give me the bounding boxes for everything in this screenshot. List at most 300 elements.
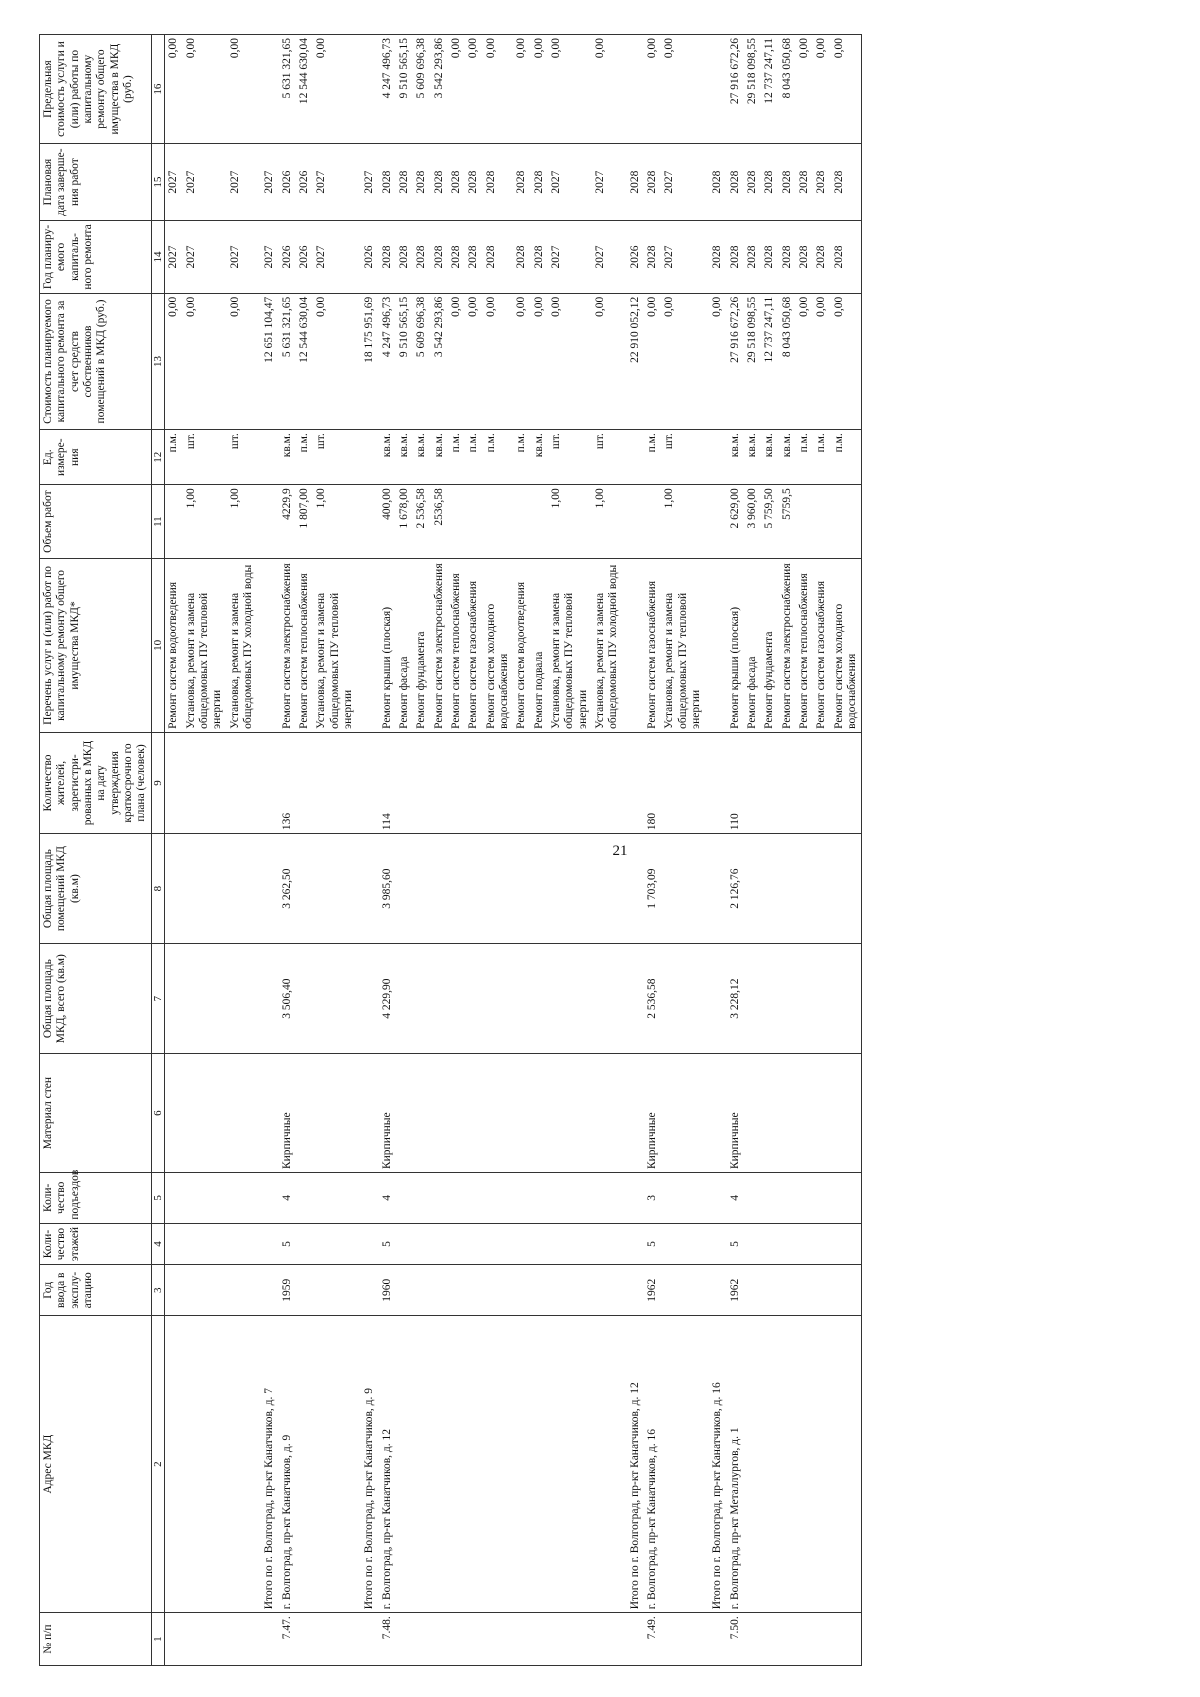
work-type-cell: Ремонт систем холодного водоснабжения [831,558,862,732]
address-cell [483,1316,514,1613]
cost-cell: 0,00 [548,293,592,429]
empty-cell [257,1223,278,1265]
cost-cell: 4 247 496,73 [379,293,396,429]
built-year-cell [531,1265,548,1316]
column-number-16: 16 [151,35,165,144]
address-cell [227,1316,258,1613]
page-number: 21 [612,843,628,859]
column-number-15: 15 [151,144,165,221]
column-header-15: Плановая дата заверше-ния работ [40,144,152,221]
residents-cell [227,732,258,833]
max-cost-cell [257,35,278,144]
unit-cell: кв.м. [779,430,796,485]
built-year-cell: 1959 [279,1265,296,1316]
empty-cell [623,944,644,1054]
built-year-cell [761,1265,778,1316]
entrances-cell [448,1173,465,1224]
end-date-cell: 2027 [165,144,183,221]
row-index-cell [257,1613,278,1666]
unit-cell: п.м. [796,430,813,485]
unit-cell: кв.м. [761,430,778,485]
repair-year-cell: 2026 [623,221,644,294]
wall-material-cell: Кирпичные [379,1054,396,1173]
residents-cell [661,732,705,833]
cost-cell: 29 518 098,55 [744,293,761,429]
house-row [727,35,744,1666]
cost-cell: 27 916 672,26 [727,293,744,429]
repair-year-cell: 2028 [761,221,778,294]
built-year-cell [413,1265,430,1316]
row-index-cell [431,1613,448,1666]
repair-year-cell: 2028 [483,221,514,294]
total-area-cell [165,944,183,1054]
empty-cell [623,1223,644,1265]
end-date-cell: 2028 [396,144,413,221]
built-year-cell [592,1265,623,1316]
work-item-row [761,35,778,1666]
premises-area-cell [592,834,623,944]
address-cell [796,1316,813,1613]
floors-cell [431,1223,448,1265]
unit-cell: кв.м. [744,430,761,485]
repair-year-cell: 2028 [831,221,862,294]
empty-cell [623,1173,644,1224]
max-cost-cell: 0,00 [661,35,705,144]
total-row [257,35,278,1666]
empty-cell [705,558,726,732]
residents-cell [813,732,830,833]
max-cost-cell [705,35,726,144]
total-area-cell: 4 229,90 [379,944,396,1054]
entrances-cell [413,1173,430,1224]
repair-year-cell: 2028 [531,221,548,294]
floors-cell [796,1223,813,1265]
repair-year-cell: 2027 [548,221,592,294]
empty-cell [705,1223,726,1265]
address-cell: г. Волгоград, пр-кт Металлургов, д. 1 [727,1316,744,1613]
premises-area-cell [531,834,548,944]
empty-cell [257,1173,278,1224]
wall-material-cell [465,1054,482,1173]
row-index-cell [531,1613,548,1666]
volume-cell [796,485,813,559]
premises-area-cell: 1 703,09 [644,834,661,944]
unit-cell: кв.м. [413,430,430,485]
work-item-row [592,35,623,1666]
work-type-cell: Ремонт систем теплоснабжения [448,558,465,732]
entrances-cell: 3 [644,1173,661,1224]
column-header-4: Коли-чество этажей [40,1223,152,1265]
cost-cell: 0,00 [313,293,357,429]
unit-cell: п.м. [165,430,183,485]
address-cell [813,1316,830,1613]
volume-cell: 3 960,00 [744,485,761,559]
total-area-cell [413,944,430,1054]
premises-area-cell [661,834,705,944]
unit-cell: шт. [661,430,705,485]
repair-year-cell: 2028 [744,221,761,294]
unit-cell: кв.м. [279,430,296,485]
unit-cell: п.м. [296,430,313,485]
unit-cell: шт. [227,430,258,485]
entrances-cell [513,1173,530,1224]
column-header-7: Общая площадь МКД, всего (кв.м) [40,944,152,1054]
max-cost-cell: 0,00 [165,35,183,144]
cost-cell: 18 175 951,69 [357,293,378,429]
entrances-cell [761,1173,778,1224]
entrances-cell [296,1173,313,1224]
total-area-cell [465,944,482,1054]
work-type-cell: Ремонт крыши (плоская) [727,558,744,732]
premises-area-cell [744,834,761,944]
end-date-cell: 2026 [296,144,313,221]
empty-cell [257,430,278,485]
repair-year-cell: 2028 [448,221,465,294]
total-label: Итого по г. Волгоград, пр-кт Канатчиков, д. 7 [257,1316,278,1613]
empty-cell [623,430,644,485]
empty-cell [357,1173,378,1224]
cost-cell: 0,00 [813,293,830,429]
row-index-cell: 7.50. [727,1613,744,1666]
floors-cell [761,1223,778,1265]
residents-cell [483,732,514,833]
max-cost-cell: 0,00 [644,35,661,144]
premises-area-cell [431,834,448,944]
floors-cell [296,1223,313,1265]
column-number-2: 2 [151,1316,165,1613]
empty-cell [257,1054,278,1173]
end-date-cell: 2028 [761,144,778,221]
work-item-row [183,35,227,1666]
cost-cell: 22 910 052,12 [623,293,644,429]
repair-year-cell: 2028 [465,221,482,294]
total-area-cell [661,944,705,1054]
work-type-cell: Ремонт крыши (плоская) [379,558,396,732]
total-area-cell [813,944,830,1054]
built-year-cell: 1962 [644,1265,661,1316]
volume-cell: 1,00 [313,485,357,559]
column-header-8: Общая площадь помещений МКД (кв.м) [40,834,152,944]
end-date-cell: 2028 [644,144,661,221]
unit-cell: кв.м. [531,430,548,485]
column-header-16: Предельная стоимость услуги и (или) работы по капитальному ремонту общего имущества в МКД (руб.) [40,35,152,144]
end-date-cell: 2028 [379,144,396,221]
repair-year-cell: 2026 [279,221,296,294]
work-item-row [431,35,448,1666]
wall-material-cell [448,1054,465,1173]
work-item-row [513,35,530,1666]
cost-cell: 0,00 [227,293,258,429]
floors-cell [183,1223,227,1265]
total-row [357,35,378,1666]
end-date-cell: 2028 [705,144,726,221]
total-area-cell: 3 506,40 [279,944,296,1054]
premises-area-cell [465,834,482,944]
address-cell [831,1316,862,1613]
floors-cell [227,1223,258,1265]
column-header-2: Адрес МКД [40,1316,152,1613]
work-type-cell: Установка, ремонт и замена общедомовых ПУ холодной воды [227,558,258,732]
cost-cell: 0,00 [796,293,813,429]
cost-cell: 0,00 [705,293,726,429]
volume-cell [165,485,183,559]
total-area-cell [831,944,862,1054]
floors-cell: 5 [727,1223,744,1265]
work-item-row [227,35,258,1666]
volume-cell: 1 807,00 [296,485,313,559]
max-cost-cell: 0,00 [796,35,813,144]
max-cost-cell: 4 247 496,73 [379,35,396,144]
cost-cell: 0,00 [661,293,705,429]
cost-cell: 0,00 [644,293,661,429]
premises-area-cell [779,834,796,944]
residents-cell [465,732,482,833]
repair-year-cell: 2027 [661,221,705,294]
premises-area-cell: 2 126,76 [727,834,744,944]
work-item-row [313,35,357,1666]
empty-cell [623,732,644,833]
total-row [705,35,726,1666]
empty-cell [623,1265,644,1316]
empty-cell [623,485,644,559]
empty-cell [257,558,278,732]
floors-cell [592,1223,623,1265]
cost-cell: 3 542 293,86 [431,293,448,429]
volume-cell: 5 759,50 [761,485,778,559]
total-area-cell [313,944,357,1054]
row-index-cell [483,1613,514,1666]
row-index-cell [227,1613,258,1666]
column-header-10: Перечень услуг и (или) работ по капитальному ремонту общего имущества МКД* [40,558,152,732]
entrances-cell: 4 [279,1173,296,1224]
cost-cell: 0,00 [513,293,530,429]
wall-material-cell [661,1054,705,1173]
address-cell [296,1316,313,1613]
cost-cell: 12 737 247,11 [761,293,778,429]
column-number-4: 4 [151,1223,165,1265]
address-cell [744,1316,761,1613]
end-date-cell: 2028 [796,144,813,221]
end-date-cell: 2027 [548,144,592,221]
empty-cell [357,732,378,833]
volume-cell: 2 629,00 [727,485,744,559]
entrances-cell [548,1173,592,1224]
total-area-cell [592,944,623,1054]
row-index-cell [623,1613,644,1666]
built-year-cell [813,1265,830,1316]
cost-cell: 0,00 [448,293,465,429]
repair-year-cell: 2027 [313,221,357,294]
empty-cell [705,732,726,833]
address-cell [396,1316,413,1613]
header-row [40,35,152,1666]
end-date-cell: 2028 [744,144,761,221]
volume-cell: 1,00 [548,485,592,559]
column-number-12: 12 [151,430,165,485]
work-type-cell: Ремонт систем холодного водоснабжения [483,558,514,732]
built-year-cell [465,1265,482,1316]
work-item-row [465,35,482,1666]
repair-year-cell: 2026 [296,221,313,294]
volume-cell [531,485,548,559]
end-date-cell: 2027 [592,144,623,221]
volume-cell: 2536,58 [431,485,448,559]
end-date-cell: 2028 [623,144,644,221]
volume-cell [813,485,830,559]
address-cell [548,1316,592,1613]
entrances-cell [396,1173,413,1224]
repair-year-cell: 2027 [227,221,258,294]
max-cost-cell: 29 518 098,55 [744,35,761,144]
row-index-cell [465,1613,482,1666]
max-cost-cell: 0,00 [813,35,830,144]
work-type-cell: Ремонт систем электроснабжения [279,558,296,732]
total-area-cell [396,944,413,1054]
address-cell [779,1316,796,1613]
column-number-7: 7 [151,944,165,1054]
empty-cell [357,485,378,559]
row-index-cell [165,1613,183,1666]
end-date-cell: 2028 [483,144,514,221]
wall-material-cell: Кирпичные [644,1054,661,1173]
cost-cell: 5 609 696,38 [413,293,430,429]
wall-material-cell [531,1054,548,1173]
built-year-cell [513,1265,530,1316]
max-cost-cell [623,35,644,144]
empty-cell [623,558,644,732]
volume-cell: 1,00 [592,485,623,559]
work-type-cell: Ремонт систем газоснабжения [644,558,661,732]
residents-cell [165,732,183,833]
built-year-cell [483,1265,514,1316]
max-cost-cell: 0,00 [183,35,227,144]
row-index-cell [548,1613,592,1666]
row-index-cell [513,1613,530,1666]
max-cost-cell: 0,00 [592,35,623,144]
work-type-cell: Ремонт фундамента [413,558,430,732]
work-type-cell: Ремонт фасада [396,558,413,732]
residents-cell [761,732,778,833]
row-index-cell [661,1613,705,1666]
residents-cell: 180 [644,732,661,833]
work-item-row [661,35,705,1666]
max-cost-cell: 5 609 696,38 [413,35,430,144]
empty-cell [257,944,278,1054]
unit-cell: п.м. [644,430,661,485]
floors-cell [413,1223,430,1265]
max-cost-cell: 0,00 [227,35,258,144]
premises-area-cell [227,834,258,944]
wall-material-cell [396,1054,413,1173]
work-type-cell: Ремонт фундамента [761,558,778,732]
empty-cell [357,1054,378,1173]
max-cost-cell: 5 631 321,65 [279,35,296,144]
house-row [279,35,296,1666]
cost-cell: 0,00 [831,293,862,429]
work-item-row [396,35,413,1666]
repair-year-cell: 2028 [413,221,430,294]
repair-year-cell: 2028 [513,221,530,294]
max-cost-cell: 0,00 [831,35,862,144]
residents-cell [296,732,313,833]
volume-cell [483,485,514,559]
work-item-row [296,35,313,1666]
floors-cell [513,1223,530,1265]
end-date-cell: 2028 [448,144,465,221]
total-area-cell [744,944,761,1054]
entrances-cell: 4 [379,1173,396,1224]
entrances-cell: 4 [727,1173,744,1224]
wall-material-cell [183,1054,227,1173]
repair-year-cell: 2028 [431,221,448,294]
work-type-cell: Ремонт систем водоотведения [513,558,530,732]
cost-cell: 0,00 [183,293,227,429]
residents-cell: 136 [279,732,296,833]
cost-cell: 12 651 104,47 [257,293,278,429]
row-index-cell [761,1613,778,1666]
total-area-cell [796,944,813,1054]
repair-year-cell: 2028 [705,221,726,294]
unit-cell: шт. [313,430,357,485]
end-date-cell: 2028 [779,144,796,221]
column-number-8: 8 [151,834,165,944]
cost-cell: 5 631 321,65 [279,293,296,429]
residents-cell [831,732,862,833]
entrances-cell [165,1173,183,1224]
entrances-cell [431,1173,448,1224]
column-number-6: 6 [151,1054,165,1173]
address-cell [165,1316,183,1613]
capital-repair-table [39,34,862,1666]
column-header-13: Стоимость планируемого капитального ремонта за счет средств собственников помещений в МКД (руб.) [40,293,152,429]
address-cell [513,1316,530,1613]
work-item-row [448,35,465,1666]
premises-area-cell [761,834,778,944]
volume-cell: 400,00 [379,485,396,559]
total-area-cell [513,944,530,1054]
table-body [165,35,862,1666]
built-year-cell [796,1265,813,1316]
wall-material-cell [744,1054,761,1173]
floors-cell [813,1223,830,1265]
work-item-row [413,35,430,1666]
max-cost-cell: 27 916 672,26 [727,35,744,144]
cost-cell: 0,00 [483,293,514,429]
wall-material-cell [813,1054,830,1173]
built-year-cell [227,1265,258,1316]
end-date-cell: 2027 [357,144,378,221]
repair-year-cell: 2027 [257,221,278,294]
unit-cell: кв.м. [727,430,744,485]
end-date-cell: 2027 [313,144,357,221]
max-cost-cell: 12 544 630,04 [296,35,313,144]
column-number-11: 11 [151,485,165,559]
empty-cell [257,485,278,559]
empty-cell [357,1223,378,1265]
column-header-1: № п/п [40,1613,152,1666]
max-cost-cell: 0,00 [448,35,465,144]
total-row [623,35,644,1666]
work-type-cell: Установка, ремонт и замена общедомовых ПУ тепловой энергии [661,558,705,732]
work-item-row [831,35,862,1666]
entrances-cell [661,1173,705,1224]
empty-cell [705,1173,726,1224]
volume-cell: 2 536,58 [413,485,430,559]
entrances-cell [465,1173,482,1224]
end-date-cell: 2028 [465,144,482,221]
house-row [644,35,661,1666]
entrances-cell [831,1173,862,1224]
